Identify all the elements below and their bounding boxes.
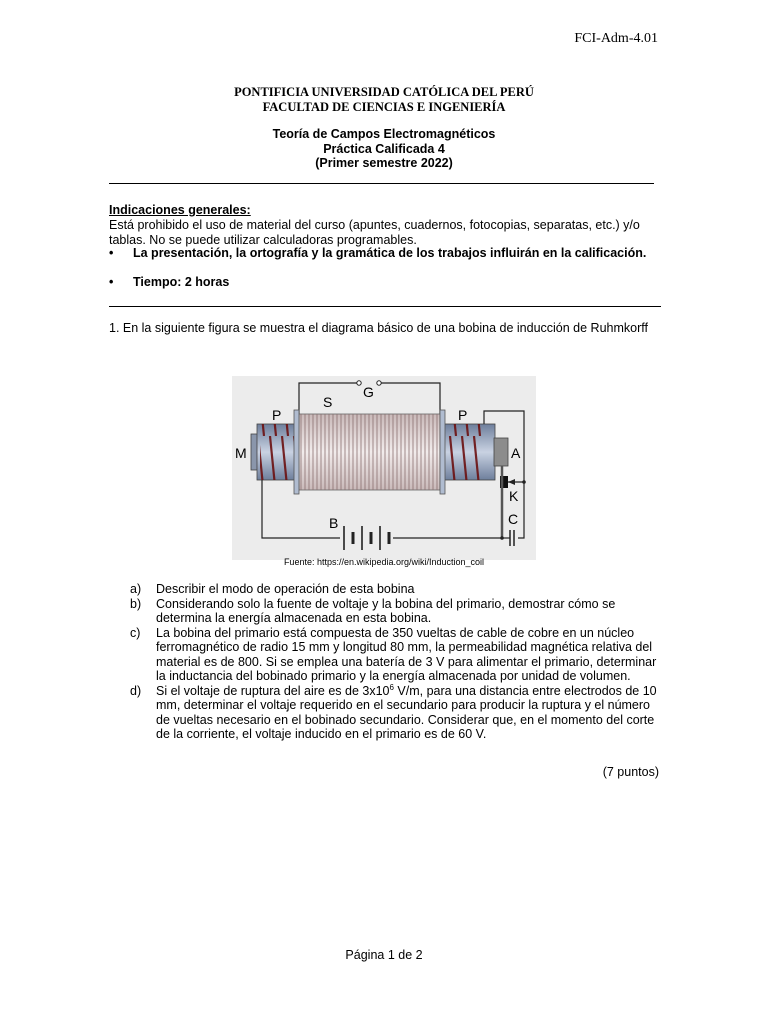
figure-source: Fuente: https://en.wikipedia.org/wiki/Induction_coil xyxy=(283,557,485,567)
label-b: B xyxy=(329,515,339,531)
exponent: 6 xyxy=(389,682,394,692)
divider-bottom xyxy=(109,306,661,307)
label-k: K xyxy=(509,488,519,504)
page-number: Página 1 de 2 xyxy=(345,948,423,962)
primary-winding-right xyxy=(444,424,484,480)
indicaciones-text: Está prohibido el uso de material del curso (apuntes, cuadernos, fotocopias, separatas, etc.) y/o tablas. No se puede utilizar calculadoras programables. xyxy=(109,218,640,247)
item-text: Describir el modo de operación de esta bobina xyxy=(156,582,415,596)
bullet-icon: • xyxy=(109,246,114,260)
primary-winding-left xyxy=(260,424,296,480)
label-m: M xyxy=(235,445,247,461)
question-intro: 1. En la siguiente figura se muestra el diagrama básico de una bobina de inducción de Ruhmkorff xyxy=(109,321,648,335)
item-text-before: Si el voltaje de ruptura del aire es de 3x10 xyxy=(156,683,390,698)
document-code: FCI-Adm-4.01 xyxy=(574,31,658,46)
label-p-right: P xyxy=(458,407,468,423)
flange-right xyxy=(440,410,445,494)
divider-top xyxy=(109,183,654,184)
armature xyxy=(494,438,508,466)
points-label: (7 puntos) xyxy=(602,765,659,779)
indicaciones-title: Indicaciones generales: xyxy=(109,203,251,217)
label-c: C xyxy=(508,511,519,527)
label-g: G xyxy=(363,384,374,400)
label-a: A xyxy=(511,445,521,461)
flange-left xyxy=(294,410,299,494)
question-items xyxy=(130,582,666,742)
bullet-text: Tiempo: 2 horas xyxy=(133,275,230,289)
induction-coil-svg xyxy=(232,376,536,560)
induction-coil-diagram xyxy=(232,376,536,560)
course-title: Teoría de Campos Electromagnéticos xyxy=(272,127,496,141)
semester: (Primer semestre 2022) xyxy=(315,156,453,170)
spark-gap-right xyxy=(377,381,381,385)
bullet-icon: • xyxy=(109,275,114,289)
bullet-text: La presentación, la ortografía y la gramática de los trabajos influirán en la calificación. xyxy=(133,246,647,260)
item-label: b) xyxy=(130,596,142,611)
item-label: c) xyxy=(130,625,141,640)
list-item xyxy=(130,597,666,626)
spark-gap-left xyxy=(357,381,361,385)
exam-title: Práctica Calificada 4 xyxy=(323,141,445,156)
item-text-after: V/m, para una distancia entre electrodos de 10 mm, determinar el voltaje requerido en el secundario para producir la ruptura y el número de vueltas necesario en el bobinado secundario. Considerar que, en el momento del corte de la corriente, el voltaje inducido en el primario es de 60 V. xyxy=(156,683,657,741)
item-text: La bobina del primario está compuesta de 350 vueltas de cable de cobre en un núcleo ferromagnético de radio 15 mm y longitud 80 mm, la permeabilidad magnética relativa del material es de 800. Si se emplea una batería de 3 V para alimentar el primario, determinar la inductancia del bobinado primario y la energía almacenada por unidad de volumen. xyxy=(156,625,657,683)
item-text: Considerando solo la fuente de voltaje y la bobina del primario, demostrar cómo se determina la energía almacenada en esta bobina. xyxy=(156,596,616,625)
university-name: PONTIFICIA UNIVERSIDAD CATÓLICA DEL PERÚ xyxy=(234,85,534,99)
item-label: d) xyxy=(130,683,142,698)
course-block xyxy=(0,127,768,171)
list-item xyxy=(130,582,666,597)
item-label: a) xyxy=(130,582,142,596)
faculty-name: FACULTAD DE CIENCIAS E INGENIERÍA xyxy=(262,100,506,114)
list-item xyxy=(130,684,666,742)
list-item xyxy=(130,626,666,684)
label-s: S xyxy=(323,394,333,410)
label-p-left: P xyxy=(272,407,282,423)
document-header xyxy=(0,85,768,115)
